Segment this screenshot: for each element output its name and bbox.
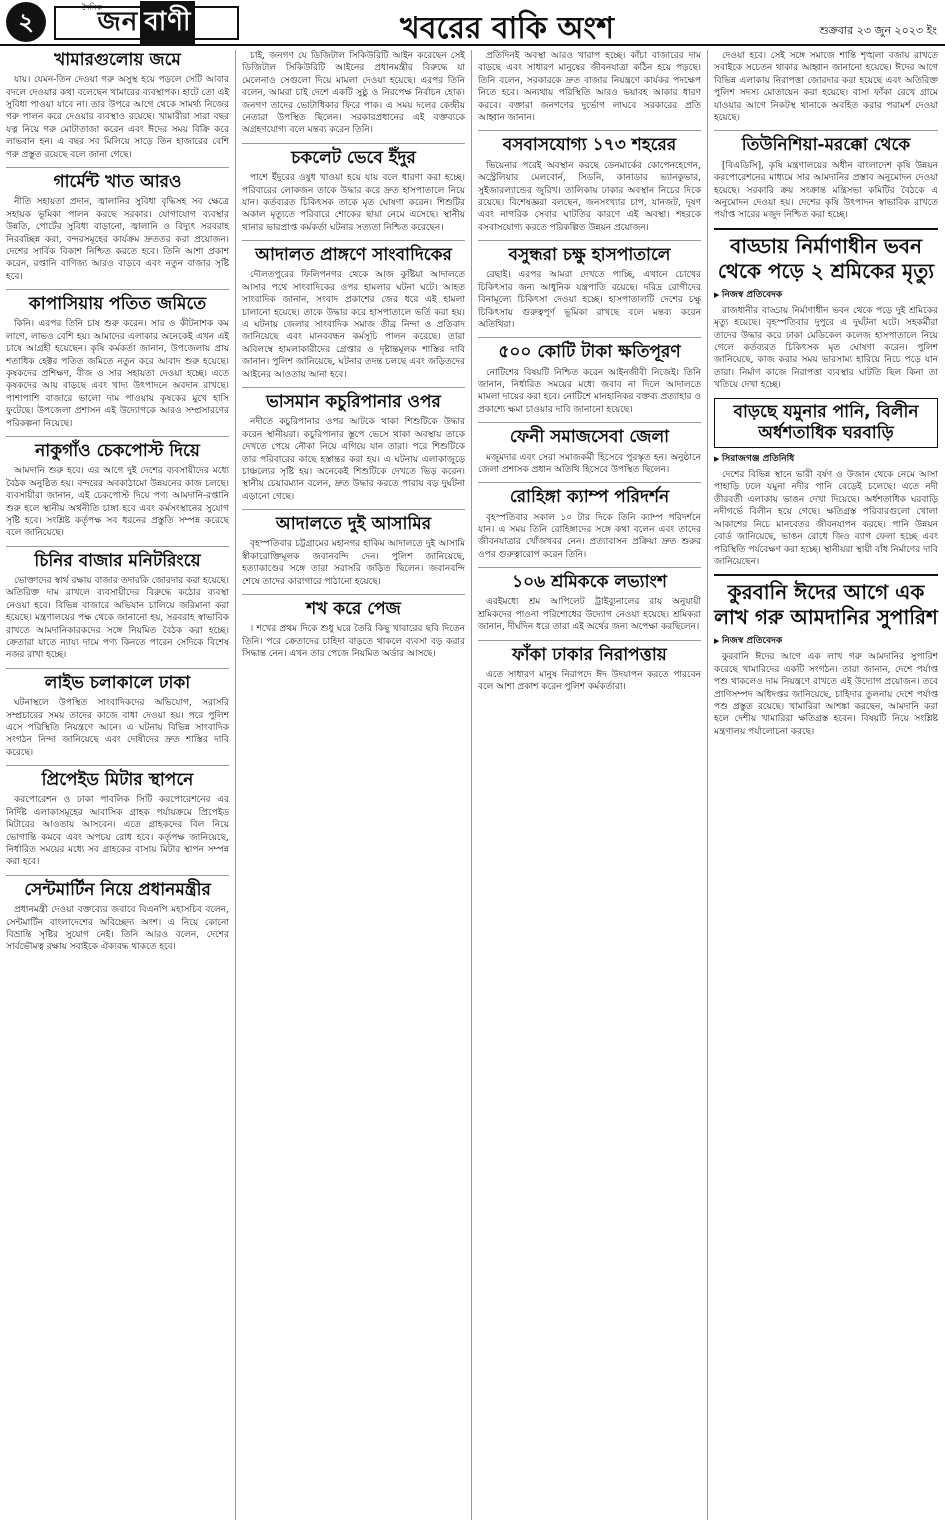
news-story	[478, 130, 701, 234]
story-body: এতে সাধারণ মানুষ নিরাপদে ঈদ উদযাপন করতে পারবেন বলে আশা প্রকাশ করেন পুলিশ কর্মকর্তারা।	[478, 669, 701, 693]
story-headline: গার্মেন্ট খাত আরও	[6, 167, 229, 193]
logo-name-accent: বাণী	[140, 1, 195, 45]
news-story	[6, 289, 229, 430]
story-body: দৌলতপুরের ফিলিপনগর থেকে আজ কুষ্টিয়া আদালতে আসার পথে সাংবাদিকের ওপর হামলার ঘটনা ঘটে। আহত সাংবাদিক জানান, সংবাদ প্রকাশের জের ধরে এই হামলা চালানো হয়েছে। তাকে উদ্ধার করে হাসপাতালে ভর্তি করা হয়। এ ঘটনায় জেলার সাংবাদিক সমাজ তীব্র নিন্দা ও প্রতিবাদ জানিয়েছে এবং মানববন্ধন কর্মসূচি পালন করেছে। তারা অবিলম্বে হামলাকারীদের গ্রেপ্তার ও দৃষ্টান্তমূলক শাস্তির দাবি জানান। পুলিশ জানিয়েছে, ঘটনার তদন্ত চলছে এবং জড়িতদের আইনের আওতায় আনা হবে।	[242, 270, 465, 380]
story-byline: ▶ সিরাজগঞ্জ প্রতিনিধি	[714, 451, 938, 466]
story-body: বৃহস্পতিবার চট্টগ্রামের মহানগর হাকিম আদালতে দুই আসামি স্বীকারোক্তিমূলক জবানবন্দি দেন। পুলিশ জানিয়েছে, হত্যাকাণ্ডের সঙ্গে তারা সরাসরি জড়িত ছিলেন। জবানবন্দি শেষে তাদের কারাগারে পাঠানো হয়েছে।	[242, 539, 465, 587]
story-headline: চকলেট ভেবে ইঁদুর	[242, 143, 465, 169]
page-number-badge: ২	[6, 2, 46, 42]
story-headline: রোহিঙ্গা ক্যাম্প পরিদর্শন	[478, 482, 701, 508]
news-story	[242, 240, 465, 381]
news-story	[714, 50, 938, 124]
news-story	[478, 482, 701, 561]
story-body: করপোরেশন ও ঢাকা পাবলিক সিটি করপোরেশনের এর নির্দিষ্ট এলাকাসমূহের আবাসিক গ্রাহক পর্যায়ক্রমে প্রিপেইড মিটারের আওতায় আসবেন। এতে গ্রাহকদের বিল নিয়ে ভোগান্তি কমবে এবং অপচয় রোধ হবে। কর্তৃপক্ষ জানিয়েছে, নির্ধারিত সময়ের মধ্যে সব গ্রাহকের বাসায় মিটার স্থাপন সম্পন্ন করা হবে।	[6, 795, 229, 868]
story-body: মজুমদার এবং সেরা সমাজকর্মী হিসেবে পুরস্কৃত হন। অনুষ্ঠানে জেলা প্রশাসক প্রধান অতিথি হিসেবে উপস্থিত ছিলেন।	[478, 452, 701, 475]
story-body: আমদানি শুরু হবে। এর আগে দুই দেশের ব্যবসায়ীদের মধ্যে বৈঠক অনুষ্ঠিত হয়। বন্দরের অবকাঠামো উন্নয়নের কাজ চলছে। ব্যবসায়ীরা জানান, এই চেকপোস্ট দিয়ে পণ্য আমদানি-রপ্তানি শুরু হলে স্থানীয় অর্থনীতি চাঙ্গা হবে এবং কর্মসংস্থানের সুযোগ সৃষ্টি হবে। সংশ্লিষ্ট কর্তৃপক্ষ সব ধরনের প্রস্তুতি সম্পন্ন করেছে বলে জানিয়েছে।	[6, 466, 229, 539]
story-body: কুরবানি ঈদের আগে এক লাখ গরু আমদানির সুপারিশ করেছে খামারিদের একটি সংগঠন। তারা জানান, দেশে পর্যাপ্ত পশু থাকলেও দাম নিয়ন্ত্রণে রাখতে এই উদ্যোগ প্রয়োজন। তবে প্রাণিসম্পদ অধিদপ্তর জানিয়েছে, চাহিদার তুলনায় দেশে পর্যাপ্ত পশু প্রস্তুত রয়েছে। খামারিরা আশঙ্কা করছেন, আমদানি করা হলে দেশীয় খামারিরা ক্ষতিগ্রস্ত হবেন। বিষয়টি নিয়ে সংশ্লিষ্ট মন্ত্রণালয় পর্যালোচনা করছে।	[714, 652, 938, 737]
news-story	[478, 240, 701, 331]
story-headline: লাইভ চলাকালে ঢাকা	[6, 668, 229, 694]
story-body: দেশের বিভিন্ন স্থানে ভারী বর্ষণ ও উজান থেকে নেমে আসা পাহাড়ি ঢলে যমুনা নদীর পানি বেড়েই চলেছে। এতে নদী তীরবর্তী এলাকায় ভাঙন দেখা দিয়েছে। অর্ধশতাধিক ঘরবাড়ি নদীগর্ভে বিলীন হয়ে গেছে। ক্ষতিগ্রস্ত পরিবারগুলো খোলা আকাশের নিচে মানবেতর জীবনযাপন করছে। পানি উন্নয়ন বোর্ড জানিয়েছে, ভাঙন রোধে জিও ব্যাগ ফেলা হচ্ছে এবং পরিস্থিতি পর্যবেক্ষণ করা হচ্ছে। স্থানীয়রা স্থায়ী বাঁধ নির্মাণের দাবি জানিয়েছেন।	[714, 470, 938, 567]
news-story	[714, 398, 938, 569]
news-story	[242, 387, 465, 503]
news-story	[242, 143, 465, 234]
story-headline: ফাঁকা ঢাকার নিরাপত্তায়	[478, 640, 701, 666]
story-body: এরইমধ্যে শ্রম আপিলেট ট্রাইব্যুনালের রায় অনুযায়ী শ্রমিকদের পাওনা পরিশোধের উদ্যোগ নেওয়া হয়েছে। শ্রমিকরা জানান, দীর্ঘদিন ধরে তারা এই অর্থের জন্য অপেক্ষা করছিলেন।	[478, 597, 701, 633]
story-headline: বসবাসযোগ্য ১৭৩ শহরের	[478, 130, 701, 156]
story-headline: বাড়ছে যমুনার পানি, বিলীন অর্ধশতাধিক ঘরবাড়ি	[714, 398, 938, 449]
story-body: নোটিশের বিষয়টি নিশ্চিত করেন আইনজীবী নিজেই। তিনি জানান, নির্ধারিত সময়ের মধ্যে জবাব না দিলে আদালতে মামলা দায়ের করা হবে। নোটিশে মানহানিকর বক্তব্য প্রত্যাহার ও প্রকাশ্যে ক্ষমা চাওয়ার দাবি জানানো হয়েছে।	[478, 367, 701, 415]
story-headline: কাপাসিয়ায় পতিত জমিতে	[6, 289, 229, 315]
story-headline: চিনির বাজার মনিটরিংয়ে	[6, 546, 229, 572]
news-story	[6, 167, 229, 283]
news-columns	[0, 50, 945, 1520]
story-body: রেছাই। এরপর আমরা দেখতে পাচ্ছি, এখানে চোখের চিকিৎসার জন্য আধুনিক যন্ত্রপাতি রয়েছে। দরিদ্র রোগীদের বিনামূল্যে চিকিৎসা দেওয়া হচ্ছে। হাসপাতালটি দেশের চক্ষু চিকিৎসায় গুরুত্বপূর্ণ ভূমিকা রাখছে বলে মন্তব্য করেন অতিথিরা।	[478, 270, 701, 330]
story-headline: ফেনী সমাজসেবা জেলা	[478, 422, 701, 448]
news-story	[478, 50, 701, 124]
dateline: শুক্রবার ২৩ জুন ২০২৩ ইং	[819, 24, 937, 37]
news-story	[6, 546, 229, 662]
story-body: চাই, জনগণ যে ডিজিটাল সিকিউরিটি আইন করেছেন সেই ডিজিটাল সিকিউরিটি আইনের প্রধানমন্ত্রীর বিরুদ্ধে যা মেলেনাও সেগুলো দিয়ে মামলা দেওয়া হয়েছে। এরপর তিনি বলেন, আমরা চাই দেশে একটি সুষ্ঠু ও নিরপেক্ষ নির্বাচন হোক। জনগণ তাদের ভোটাধিকার ফিরে পাক। এ সময় দলের কেন্দ্রীয় নেতারা উপস্থিত ছিলেন। সরকারপ্রধানের এই বক্তব্যকে অগ্রহণযোগ্য বলে মন্তব্য করেন তিনি।	[242, 51, 465, 136]
news-story	[242, 509, 465, 588]
news-story	[478, 567, 701, 633]
logo-name-main: জন	[97, 7, 139, 37]
story-body: । শখের প্রথম দিকে শুধু ঘরে তৈরি কিছু খাবারের ছবি দিতেন তিনি। পরে ক্রেতাদের চাহিদা বাড়তে থাকলে ব্যবসা বড় করার সিদ্ধান্ত নেন। এখন তার পেজে নিয়মিত অর্ডার আসছে।	[242, 624, 465, 660]
story-body: পাশে ইঁদুরের ওষুধ খাওয়া হয়ে যায় বলে ধারণা করা হচ্ছে। পরিবারের লোকজন তাকে উদ্ধার করে দ্রুত হাসপাতালে নিয়ে যান। কর্তব্যরত চিকিৎসক তাকে মৃত ঘোষণা করেন। শিশুটির অকাল মৃত্যুতে পরিবারে শোকের ছায়া নেমে এসেছে। স্থানীয় থানার ভারপ্রাপ্ত কর্মকর্তা ঘটনার সত্যতা নিশ্চিত করেছেন।	[242, 173, 465, 233]
story-byline: ▶ নিজস্ব প্রতিবেদক	[714, 633, 938, 648]
story-body: ভোক্তাদের স্বার্থ রক্ষায় বাজার তদারকি জোরদার করা হয়েছে। অতিরিক্ত দাম রাখলে ব্যবসায়ীদের বিরুদ্ধে কঠোর ব্যবস্থা নেওয়া হবে। বিভিন্ন বাজারে অভিযান চালিয়ে জরিমানা করা হয়েছে। মন্ত্রণালয়ের পক্ষ থেকে জানানো হয়, সরবরাহ স্বাভাবিক রাখতে আমদানিকারকদের সঙ্গে নিয়মিত বৈঠক করা হচ্ছে। ক্রেতারা যাতে ন্যায্য দামে পণ্য কিনতে পারেন সেদিকে বিশেষ নজর রাখা হচ্ছে।	[6, 576, 229, 661]
news-story	[478, 337, 701, 416]
story-body: রাজধানীর বাড্ডায় নির্মাণাধীন ভবন থেকে পড়ে দুই শ্রমিকের মৃত্যু হয়েছে। বৃহস্পতিবার দুপুরে এ দুর্ঘটনা ঘটে। সহকর্মীরা তাদের উদ্ধার করে ঢাকা মেডিকেল কলেজ হাসপাতালে নিয়ে গেলে কর্তব্যরত চিকিৎসক মৃত ঘোষণা করেন। পুলিশ জানিয়েছে, কাজ করার সময় ভারসাম্য হারিয়ে নিচে পড়ে যান তারা। নির্মাণ কাজে নিরাপত্তা ব্যবস্থার ঘাটতি ছিল কিনা তা খতিয়ে দেখা হচ্ছে।	[714, 305, 938, 391]
column-1	[0, 50, 236, 1520]
news-story	[6, 436, 229, 540]
news-story	[6, 765, 229, 869]
story-headline: সেন্টমার্টিন নিয়ে প্রধানমন্ত্রীর	[6, 875, 229, 901]
story-headline: বাড্ডায় নির্মাণাধীন ভবন থেকে পড়ে ২ শ্রমিকের মৃত্যু	[714, 228, 938, 284]
story-body: কিনি। এরপর তিনি চাষ শুরু করেন। সার ও কীটনাশক কম লাগে, লাভও বেশি হয়। আমাদের এলাকার অনেকেই এখন এই চাষে আগ্রহী হয়েছেন। কৃষি কর্মকর্তা জানান, উপজেলায় প্রায় শতাধিক হেক্টর পতিত জমিতে নতুন করে আবাদ শুরু হয়েছে। কৃষকদের প্রশিক্ষণ, বীজ ও সার সহায়তা দেওয়া হচ্ছে। এতে কৃষকদের আয় বাড়ছে এবং খাদ্য উৎপাদনে অবদান রাখছে। পাশাপাশি বাজারে ভালো দাম পাওয়ায় কৃষকের মুখে হাসি ফুটেছে। উপজেলা প্রশাসন এই উদ্যোগকে আরও সম্প্রসারণের পরিকল্পনা নিয়েছে।	[6, 319, 229, 429]
story-headline: ১০৬ শ্রমিককে লভ্যাংশ	[478, 567, 701, 593]
news-story	[714, 130, 938, 221]
story-body: দেওয়া হবে। সেই সঙ্গে সমাজে শান্তি শৃঙ্খলা বজায় রাখতে সবাইকে সচেতন থাকার আহ্বান জানানো হয়েছে। ঈদের আগে বিভিন্ন এলাকায় নিরাপত্তা জোরদার করা হয়েছে এবং অতিরিক্ত পুলিশ সদস্য মোতায়েন করা হয়েছে। বাসা ফাঁকা রেখে গ্রামে যাওয়ার আগে নিকটস্থ থানাকে অবহিত করার পরামর্শ দেওয়া হয়েছে।	[714, 51, 938, 124]
story-body: প্রধানমন্ত্রী দেওয়া বক্তব্যের জবাবে বিএনপি মহাসচিব বলেন, সেন্টমার্টিন বাংলাদেশের অবিচ্ছেদ্য অংশ। এ নিয়ে কোনো বিভ্রান্তি সৃষ্টির সুযোগ নেই। তিনি আরও বলেন, দেশের সার্বভৌমত্ব রক্ষায় সবাইকে ঐক্যবদ্ধ থাকতে হবে।	[6, 905, 229, 953]
column-4	[708, 50, 944, 1520]
news-story	[714, 574, 938, 738]
story-body: নদীতে কচুরিপানার ওপর আটকে থাকা শিশুটিকে উদ্ধার করেন স্থানীয়রা। কচুরিপানার স্তূপে ভেসে থাকা অবস্থায় তাকে দেখতে পেয়ে নৌকা নিয়ে এগিয়ে যান তারা। পরে শিশুটিকে তার পরিবারের কাছে হস্তান্তর করা হয়। এ ঘটনায় এলাকাজুড়ে চাঞ্চল্যের সৃষ্টি হয়। অনেকেই শিশুটিকে দেখতে ভিড় করেন। স্থানীয় চেয়ারম্যান বলেন, দ্রুত উদ্ধার করতে পারায় বড় দুর্ঘটনা এড়ানো গেছে।	[242, 417, 465, 502]
logo-prefix: দৈনিক	[82, 3, 103, 12]
story-headline: আদালত প্রাঙ্গণে সাংবাদিকের	[242, 240, 465, 266]
news-story	[6, 875, 229, 954]
story-headline: বসুন্ধরা চক্ষু হাসপাতালে	[478, 240, 701, 266]
story-body: নীতি সহায়তা প্রদান, জ্বালানির সুবিধা বৃদ্ধিসহ সব ক্ষেত্রে সহায়ক ভূমিকা পালন করছে সরকার। যোগাযোগ ব্যবস্থার উন্নতি, পোর্টের সুবিধা বাড়ানো, জ্বালানি ও বিদ্যুৎ সরবরাহ নিরবচ্ছিন্ন করা, বন্দরসমূহের কার্যক্রম দ্রুততর করা প্রয়োজন। দেশের সার্বিক বিকাশ নিশ্চিত করতে হবে। তিনি আশা প্রকাশ করেন, রপ্তানি বাণিজ্য আরও বাড়বে এবং নতুন বাজার সৃষ্টি হবে।	[6, 197, 229, 282]
story-byline: ▶ নিজস্ব প্রতিবেদক	[714, 287, 938, 302]
story-body: [বিএডিসি], কৃষি মন্ত্রণালয়ের অধীন বাংলাদেশ কৃষি উন্নয়ন করপোরেশনের মাধ্যমে সার আমদানির প্রস্তাব অনুমোদন দেওয়া হয়েছে। সরকারি ক্রয় সংক্রান্ত মন্ত্রিসভা কমিটির বৈঠকে এ অনুমোদন দেওয়া হয়। দেশের কৃষি উৎপাদন স্বাভাবিক রাখতে পর্যাপ্ত সারের মজুদ নিশ্চিত করা হচ্ছে।	[714, 160, 938, 221]
news-story	[6, 50, 229, 161]
story-headline: কুরবানি ঈদের আগে এক লাখ গরু আমদানির সুপারিশ	[714, 574, 938, 630]
story-body: যায়। যেমন-তিন দেওয়া গরু অসুস্থ হয়ে পড়লে সেটি আবার বদলে দেওয়ার কথা বলেছেন খামারের ব্যবস্থাপক। হাটে তো এই সুবিধা পাওয়া যাবে না। তার উপরে আগে থেকে সামর্থ্য নিজের গরু পালন করে দেওয়ার ব্যবস্থাও রয়েছে। খামারীরা সারা বছর যত্ন নিয়ে গরু মোটাতাজা করেন এবং ঈদের সময় বিক্রি করে লাভবান হন। এ বছর সব মিলিয়ে সাড়ে তিন হাজারের বেশি গরু প্রস্তুত রয়েছে বলে জানা গেছে।	[6, 75, 229, 160]
story-body: ভিয়েনার পরেই অবস্থান করছে ডেনমার্কের কোপেনহেগেন, অস্ট্রেলিয়ার মেলবোর্ন, সিডনি, কানাডার ভ্যানকুভার, সুইজারল্যান্ডের জুরিখ। তালিকায় ঢাকার অবস্থান নিচের দিকে রয়েছে। বিশেষজ্ঞরা বলছেন, জনসংখ্যার চাপ, যানজট, দূষণ এবং নাগরিক সেবার ঘাটতির কারণে এই অবস্থা। শহরকে বসবাসযোগ্য করতে পরিকল্পিত উন্নয়ন প্রয়োজন।	[478, 160, 701, 233]
story-headline: খামারগুলোয় জমে	[54, 50, 181, 70]
story-headline: শখ করে পেজ	[242, 594, 465, 620]
story-headline: প্রিপেইড মিটার স্থাপনে	[6, 765, 229, 791]
column-3	[472, 50, 708, 1520]
story-headline: ভাসমান কচুরিপানার ওপর	[242, 387, 465, 413]
news-story	[242, 594, 465, 660]
news-story	[478, 422, 701, 476]
story-headline: ৫০০ কোটি টাকা ক্ষতিপূরণ	[478, 337, 701, 363]
news-story	[6, 668, 229, 759]
story-body: বৃহস্পতিবার সকাল ১০ টার দিকে তিনি ক্যাম্প পরিদর্শনে যান। এ সময় তিনি রোহিঙ্গাদের সঙ্গে কথা বলেন এবং তাদের জীবনযাত্রার খোঁজখবর নেন। প্রত্যাবাসন প্রক্রিয়া দ্রুত শুরুর ওপর গুরুত্বারোপ করেন তিনি।	[478, 512, 701, 560]
news-story	[714, 228, 938, 392]
news-story	[242, 50, 465, 137]
section-title: খবরের বাকি অংশ	[400, 11, 614, 46]
column-2	[236, 50, 472, 1520]
news-story	[478, 640, 701, 694]
story-headline: নাকুগাঁও চেকপোস্ট দিয়ে	[6, 436, 229, 462]
story-body: প্রতিদিনই অবস্থা আরও খারাপ হচ্ছে। কাঁচা বাজারের দাম বাড়ছে এবং সাধারণ মানুষের জীবনযাত্রা কঠিন হয়ে পড়ছে। তিনি বলেন, সরকারকে দ্রুত বাজার নিয়ন্ত্রণে কার্যকর পদক্ষেপ নিতে হবে। অন্যথায় পরিস্থিতি আরও ভয়াবহ আকার ধারণ করবে। বক্তারা জনগণের দুর্ভোগ লাঘবে সরকারের প্রতি আহ্বান জানান।	[478, 51, 701, 124]
story-headline: তিউনিশিয়া-মরক্কো থেকে	[714, 130, 938, 156]
masthead	[0, 0, 945, 46]
story-body: ঘটনাস্থলে উপস্থিত সাংবাদিকদের অভিযোগ, সরাসরি সম্প্রচারের সময় তাদের কাজে বাধা দেওয়া হয়। পরে পুলিশ এসে পরিস্থিতি নিয়ন্ত্রণে আনে। এ ঘটনায় বিভিন্ন সাংবাদিক সংগঠন নিন্দা জানিয়েছে এবং দোষীদের দ্রুত শাস্তির দাবি করেছে।	[6, 698, 229, 758]
story-headline: আদালতে দুই আসামির	[242, 509, 465, 535]
